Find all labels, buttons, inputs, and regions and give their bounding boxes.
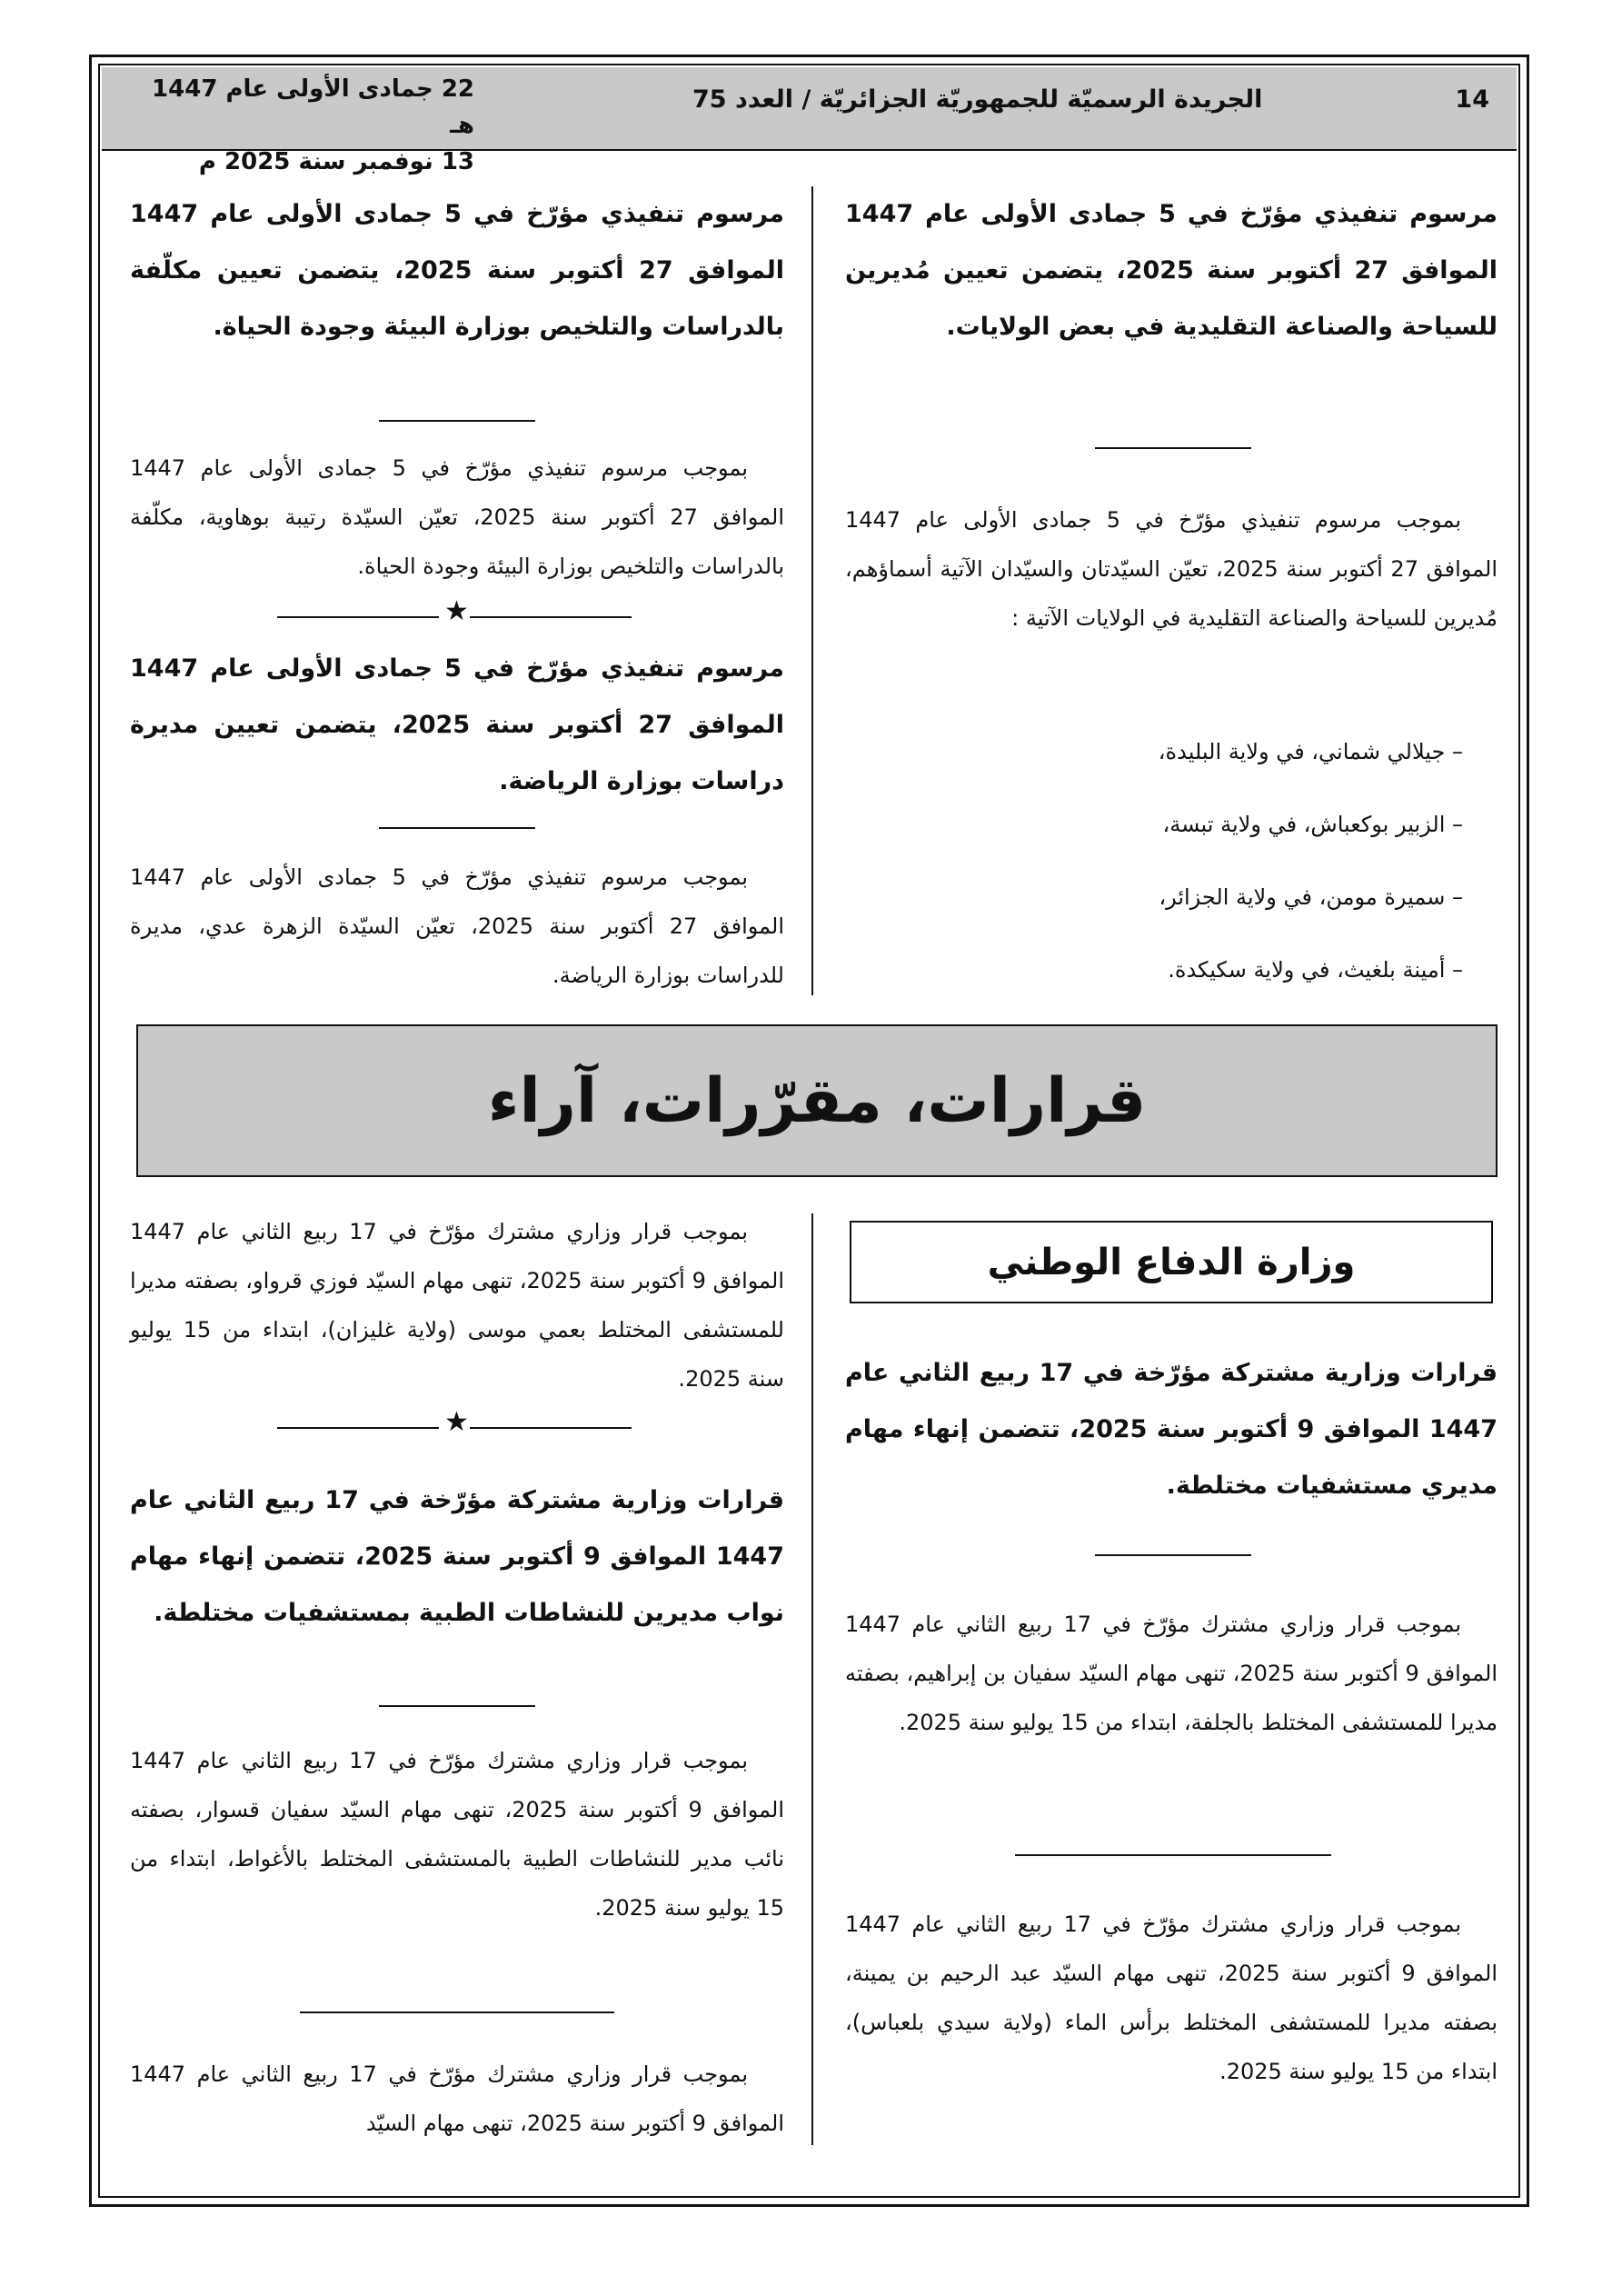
decision-heading-hospital-directors: قرارات وزارية مشتركة مؤرّخة في 17 ربيع الثاني عام 1447 الموافق 9 أكتوبر سنة 2025، تتضمن إنهاء مهام مديري مستشفيات مختلطة. bbox=[845, 1359, 1498, 1500]
section-separator bbox=[379, 420, 535, 422]
section-separator bbox=[379, 827, 535, 829]
page-number: 14 bbox=[1455, 85, 1489, 114]
section-separator bbox=[379, 1705, 535, 1707]
journal-title: الجريدة الرسميّة للجمهوريّة الجزائريّة / العدد 75 bbox=[692, 85, 1263, 114]
decree-heading-sports: مرسوم تنفيذي مؤرّخ في 5 جمادى الأولى عام 1447 الموافق 27 أكتوبر سنة 2025، يتضمن تعيين مديرة دراسات بوزارة الرياضة. bbox=[130, 654, 784, 795]
decision-heading-deputy-directors: قرارات وزارية مشتركة مؤرّخة في 17 ربيع الثاني عام 1447 الموافق 9 أكتوبر سنة 2025، تتضمن إنهاء مهام نواب مديرين للنشاطات الطبية بمستشفيات مختلطة. bbox=[130, 1486, 784, 1627]
issue-date bbox=[120, 71, 474, 180]
left-column-top bbox=[130, 186, 784, 355]
decision-body: بموجب قرار وزاري مشترك مؤرّخ في 17 ربيع الثاني عام 1447 الموافق 9 أكتوبر سنة 2025، تنهى مهام السيّد فوزي قرواو، بصفته مديرا للمستشفى المختلط بعمي موسى (ولاية غليزان)، ابتداء من 15 يوليو سنة 2025. bbox=[130, 1219, 784, 1392]
section-separator bbox=[1015, 1854, 1331, 1856]
right-column-bottom-para2 bbox=[845, 1900, 1498, 2096]
banner-title: قرارات، مقرّرات، آراء bbox=[487, 1064, 1147, 1137]
decree-body-tourism: بموجب مرسوم تنفيذي مؤرّخ في 5 جمادى الأولى عام 1447 الموافق 27 أكتوبر سنة 2025، تعيّن السيّدتان والسيّدان الآتية أسماؤهم، مُديرين للسياحة والصناعة التقليدية في الولايات الآتية : bbox=[845, 507, 1498, 631]
decree-body-environment: بموجب مرسوم تنفيذي مؤرّخ في 5 جمادى الأولى عام 1447 الموافق 27 أكتوبر سنة 2025، تعيّن السيّدة رتيبة بوهاوية، مكلّفة بالدراسات والتلخيص بوزارة البيئة وجودة الحياة. bbox=[130, 455, 785, 579]
list-item: – جيلالي شماني، في ولاية البليدة، bbox=[1158, 739, 1463, 764]
left-column-top-decree2 bbox=[130, 641, 784, 810]
left-column-bottom-para2 bbox=[130, 2050, 784, 2148]
date-gregorian: 13 نوفمبر سنة 2025 م bbox=[198, 148, 474, 175]
left-column-bottom-para1 bbox=[130, 1736, 784, 1932]
section-separator bbox=[1095, 447, 1251, 449]
list-item: – سميرة مومن، في ولاية الجزائر، bbox=[1159, 884, 1463, 910]
right-column-bottom-para1 bbox=[845, 1600, 1498, 1747]
left-column-bottom-para0 bbox=[130, 1207, 784, 1403]
decision-body: بموجب قرار وزاري مشترك مؤرّخ في 17 ربيع الثاني عام 1447 الموافق 9 أكتوبر سنة 2025، تنهى مهام السيّد سفيان قسوار، بصفته نائب مدير للنشاطات الطبية بالمستشفى المختلط بالأغواط، ابتداء من 15 يوليو سنة 2025. bbox=[130, 1748, 785, 1921]
decision-body: بموجب قرار وزاري مشترك مؤرّخ في 17 ربيع الثاني عام 1447 الموافق 9 أكتوبر سنة 2025، تنهى مهام السيّد سفيان بن إبراهيم، بصفته مديرا للمستشفى المختلط بالجلفة، ابتداء من 15 يوليو سنة 2025. bbox=[845, 1612, 1498, 1735]
ministry-box bbox=[850, 1221, 1493, 1303]
star-icon: ★ bbox=[444, 595, 469, 627]
right-column-bottom bbox=[845, 1345, 1498, 1514]
list-item: – الزبير بوكعباش، في ولاية تبسة، bbox=[1162, 812, 1463, 837]
section-separator bbox=[1095, 1554, 1251, 1556]
right-column-top bbox=[845, 186, 1498, 355]
left-column-bottom bbox=[130, 1472, 784, 1642]
decision-body: بموجب قرار وزاري مشترك مؤرّخ في 17 ربيع الثاني عام 1447 الموافق 9 أكتوبر سنة 2025، تنهى مهام السيّد bbox=[130, 2061, 784, 2136]
section-banner bbox=[136, 1024, 1498, 1177]
left-column-top-body1 bbox=[130, 444, 784, 591]
ministry-name: وزارة الدفاع الوطني bbox=[987, 1241, 1356, 1283]
bottom-column-divider bbox=[811, 1213, 813, 2145]
decree-body-sports: بموجب مرسوم تنفيذي مؤرّخ في 5 جمادى الأولى عام 1447 الموافق 27 أكتوبر سنة 2025، تعيّن السيّدة الزهرة عدي، مديرة للدراسات بوزارة الرياضة. bbox=[130, 864, 785, 988]
decree-heading-tourism: مرسوم تنفيذي مؤرّخ في 5 جمادى الأولى عام 1447 الموافق 27 أكتوبر سنة 2025، يتضمن تعيين مُديرين للسياحة والصناعة التقليدية في بعض الولايات. bbox=[845, 200, 1498, 341]
right-column-top-body bbox=[845, 495, 1498, 643]
tourism-directors-list bbox=[845, 727, 1463, 1018]
date-hijri: 22 جمادى الأولى عام 1447 هـ bbox=[152, 75, 474, 139]
decree-heading-environment: مرسوم تنفيذي مؤرّخ في 5 جمادى الأولى عام 1447 الموافق 27 أكتوبر سنة 2025، يتضمن تعيين مكلّفة بالدراسات والتلخيص بوزارة البيئة وجودة الحياة. bbox=[130, 200, 784, 341]
star-separator bbox=[277, 595, 632, 631]
star-separator bbox=[277, 1406, 632, 1442]
star-icon: ★ bbox=[444, 1406, 469, 1438]
page-header bbox=[102, 67, 1517, 175]
top-column-divider bbox=[811, 186, 813, 995]
left-column-top-body2 bbox=[130, 853, 784, 1000]
decision-body: بموجب قرار وزاري مشترك مؤرّخ في 17 ربيع الثاني عام 1447 الموافق 9 أكتوبر سنة 2025، تنهى مهام السيّد عبد الرحيم بن يمينة، بصفته مديرا للمستشفى المختلط برأس الماء (ولاية سيدي بلعباس)، ابتداء من 15 يوليو سنة 2025. bbox=[845, 1912, 1498, 2084]
section-separator bbox=[300, 2011, 614, 2013]
list-item: – أمينة بلغيث، في ولاية سكيكدة. bbox=[1168, 957, 1463, 983]
